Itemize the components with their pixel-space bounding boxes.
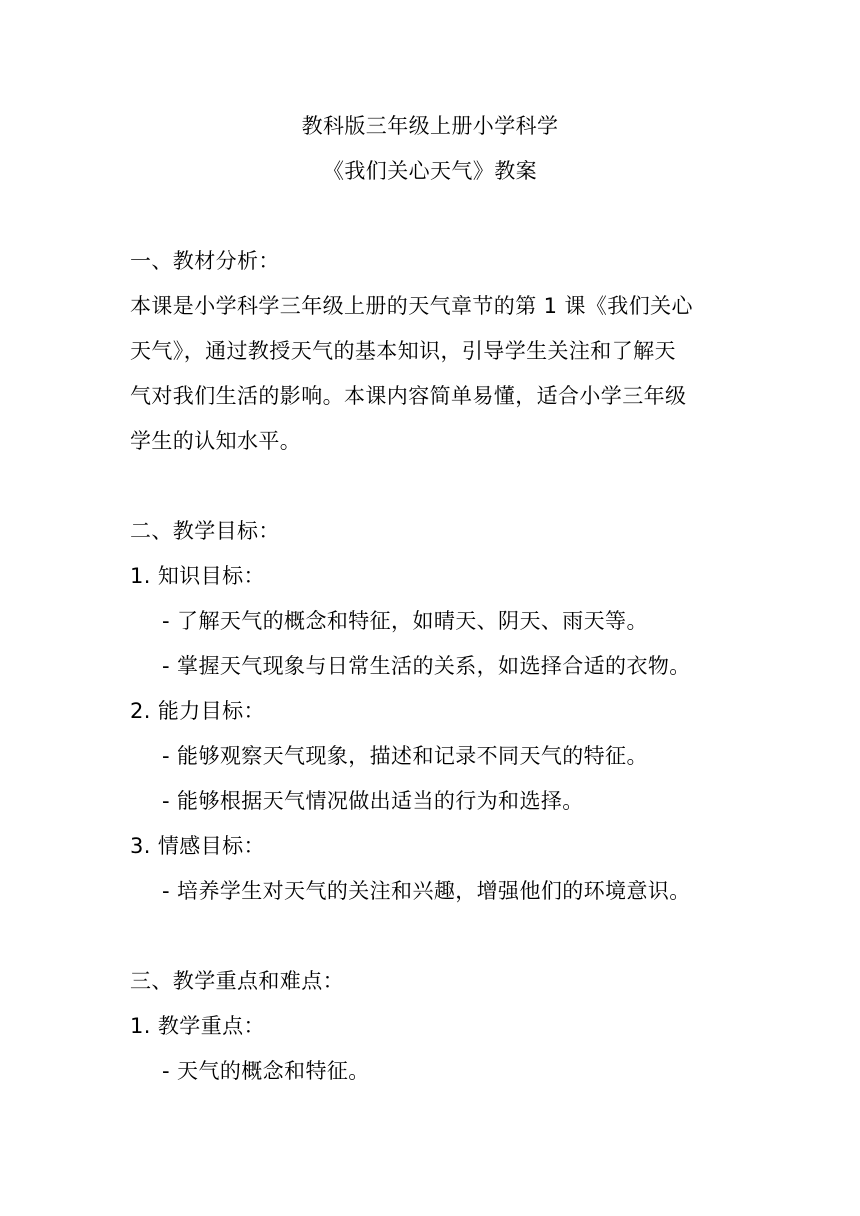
goal-label-ability: 2. 能力目标： bbox=[130, 699, 265, 723]
goal-label-emotion: 3. 情感目标： bbox=[130, 834, 265, 858]
goal-label-knowledge: 1. 知识目标： bbox=[130, 564, 265, 588]
document-title: 教科版三年级上册小学科学 bbox=[301, 114, 559, 138]
paragraph-line: 气对我们生活的影响。本课内容简单易懂，适合小学三年级 bbox=[130, 384, 687, 408]
section-heading-key-points: 三、教学重点和难点： bbox=[130, 969, 344, 993]
goal-item: - 了解天气的概念和特征，如晴天、阴天、雨天等。 bbox=[162, 609, 648, 633]
paragraph-line: 天气》，通过教授天气的基本知识，引导学生关注和了解天 bbox=[130, 339, 676, 363]
document-subtitle: 《我们关心天气》教案 bbox=[323, 159, 537, 183]
paragraph-line: 学生的认知水平。 bbox=[130, 429, 302, 453]
section-heading-goals: 二、教学目标： bbox=[130, 519, 280, 543]
key-point-label: 1. 教学重点： bbox=[130, 1014, 265, 1038]
paragraph-line: 本课是小学科学三年级上册的天气章节的第 1 课《我们关心 bbox=[130, 294, 693, 318]
section-heading-analysis: 一、教材分析： bbox=[130, 249, 280, 273]
key-point-item: - 天气的概念和特征。 bbox=[162, 1059, 370, 1083]
goal-item: - 能够根据天气情况做出适当的行为和选择。 bbox=[162, 789, 584, 813]
goal-item: - 培养学生对天气的关注和兴趣，增强他们的环境意识。 bbox=[162, 879, 691, 903]
goal-item: - 掌握天气现象与日常生活的关系，如选择合适的衣物。 bbox=[162, 654, 691, 678]
goal-item: - 能够观察天气现象，描述和记录不同天气的特征。 bbox=[162, 744, 648, 768]
